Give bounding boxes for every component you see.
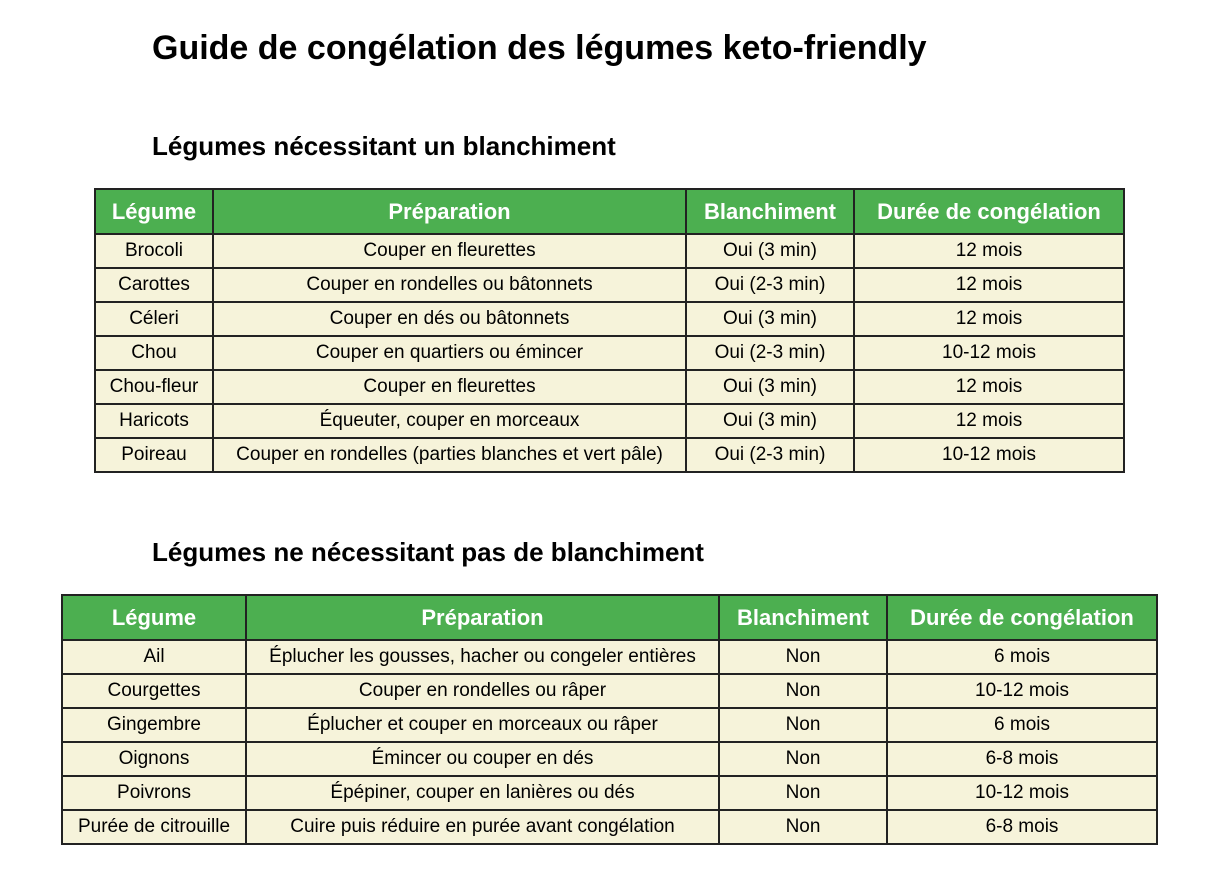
- table-row: [95, 438, 1124, 472]
- table-header-row: [62, 595, 1157, 640]
- cell-freeze-duration: 10-12 mois: [854, 336, 1124, 370]
- cell-blanching: Oui (3 min): [686, 234, 854, 268]
- cell-blanching: Oui (2-3 min): [686, 438, 854, 472]
- cell-preparation: Couper en quartiers ou émincer: [213, 336, 686, 370]
- cell-blanching: Non: [719, 640, 887, 674]
- cell-preparation: Éplucher les gousses, hacher ou congeler entières: [246, 640, 719, 674]
- cell-vegetable: Haricots: [95, 404, 213, 438]
- cell-vegetable: Céleri: [95, 302, 213, 336]
- cell-freeze-duration: 10-12 mois: [854, 438, 1124, 472]
- table-row: [95, 370, 1124, 404]
- cell-blanching: Oui (2-3 min): [686, 336, 854, 370]
- table-blanching: [94, 188, 1125, 473]
- cell-freeze-duration: 12 mois: [854, 302, 1124, 336]
- column-header-blanching: Blanchiment: [686, 189, 854, 234]
- cell-vegetable: Poireau: [95, 438, 213, 472]
- cell-freeze-duration: 6-8 mois: [887, 742, 1157, 776]
- cell-freeze-duration: 12 mois: [854, 404, 1124, 438]
- cell-vegetable: Oignons: [62, 742, 246, 776]
- cell-preparation: Couper en rondelles ou bâtonnets: [213, 268, 686, 302]
- cell-vegetable: Purée de citrouille: [62, 810, 246, 844]
- column-header-vegetable: Légume: [95, 189, 213, 234]
- cell-preparation: Couper en dés ou bâtonnets: [213, 302, 686, 336]
- column-header-freeze-duration: Durée de congélation: [887, 595, 1157, 640]
- cell-blanching: Oui (3 min): [686, 404, 854, 438]
- table-row: [95, 302, 1124, 336]
- section-title-no-blanching: Légumes ne nécessitant pas de blanchiment: [152, 537, 704, 567]
- cell-preparation: Couper en rondelles (parties blanches et vert pâle): [213, 438, 686, 472]
- table-row: [95, 268, 1124, 302]
- cell-freeze-duration: 10-12 mois: [887, 776, 1157, 810]
- cell-preparation: Couper en fleurettes: [213, 370, 686, 404]
- cell-freeze-duration: 12 mois: [854, 370, 1124, 404]
- cell-vegetable: Ail: [62, 640, 246, 674]
- table-row: [62, 742, 1157, 776]
- cell-vegetable: Gingembre: [62, 708, 246, 742]
- cell-vegetable: Poivrons: [62, 776, 246, 810]
- cell-preparation: Cuire puis réduire en purée avant congélation: [246, 810, 719, 844]
- cell-preparation: Éplucher et couper en morceaux ou râper: [246, 708, 719, 742]
- column-header-vegetable: Légume: [62, 595, 246, 640]
- section-title-blanching: Légumes nécessitant un blanchiment: [152, 131, 616, 161]
- table-row: [62, 708, 1157, 742]
- cell-freeze-duration: 6-8 mois: [887, 810, 1157, 844]
- page-title: Guide de congélation des légumes keto-friendly: [152, 29, 927, 67]
- cell-vegetable: Chou: [95, 336, 213, 370]
- cell-blanching: Oui (3 min): [686, 370, 854, 404]
- cell-blanching: Oui (2-3 min): [686, 268, 854, 302]
- table-row: [62, 640, 1157, 674]
- cell-vegetable: Brocoli: [95, 234, 213, 268]
- cell-blanching: Non: [719, 742, 887, 776]
- table-row: [95, 336, 1124, 370]
- table-row: [62, 810, 1157, 844]
- column-header-freeze-duration: Durée de congélation: [854, 189, 1124, 234]
- cell-freeze-duration: 10-12 mois: [887, 674, 1157, 708]
- cell-vegetable: Chou-fleur: [95, 370, 213, 404]
- cell-freeze-duration: 6 mois: [887, 708, 1157, 742]
- column-header-blanching: Blanchiment: [719, 595, 887, 640]
- cell-blanching: Non: [719, 776, 887, 810]
- cell-blanching: Non: [719, 708, 887, 742]
- table-header-row: [95, 189, 1124, 234]
- cell-preparation: Équeuter, couper en morceaux: [213, 404, 686, 438]
- cell-preparation: Couper en rondelles ou râper: [246, 674, 719, 708]
- cell-freeze-duration: 12 mois: [854, 234, 1124, 268]
- cell-preparation: Épépiner, couper en lanières ou dés: [246, 776, 719, 810]
- table-row: [62, 674, 1157, 708]
- table-row: [62, 776, 1157, 810]
- cell-blanching: Non: [719, 810, 887, 844]
- cell-freeze-duration: 12 mois: [854, 268, 1124, 302]
- column-header-preparation: Préparation: [213, 189, 686, 234]
- table-row: [95, 234, 1124, 268]
- cell-preparation: Couper en fleurettes: [213, 234, 686, 268]
- column-header-preparation: Préparation: [246, 595, 719, 640]
- cell-preparation: Émincer ou couper en dés: [246, 742, 719, 776]
- cell-vegetable: Carottes: [95, 268, 213, 302]
- cell-vegetable: Courgettes: [62, 674, 246, 708]
- cell-freeze-duration: 6 mois: [887, 640, 1157, 674]
- table-row: [95, 404, 1124, 438]
- cell-blanching: Non: [719, 674, 887, 708]
- table-no-blanching: [61, 594, 1158, 845]
- cell-blanching: Oui (3 min): [686, 302, 854, 336]
